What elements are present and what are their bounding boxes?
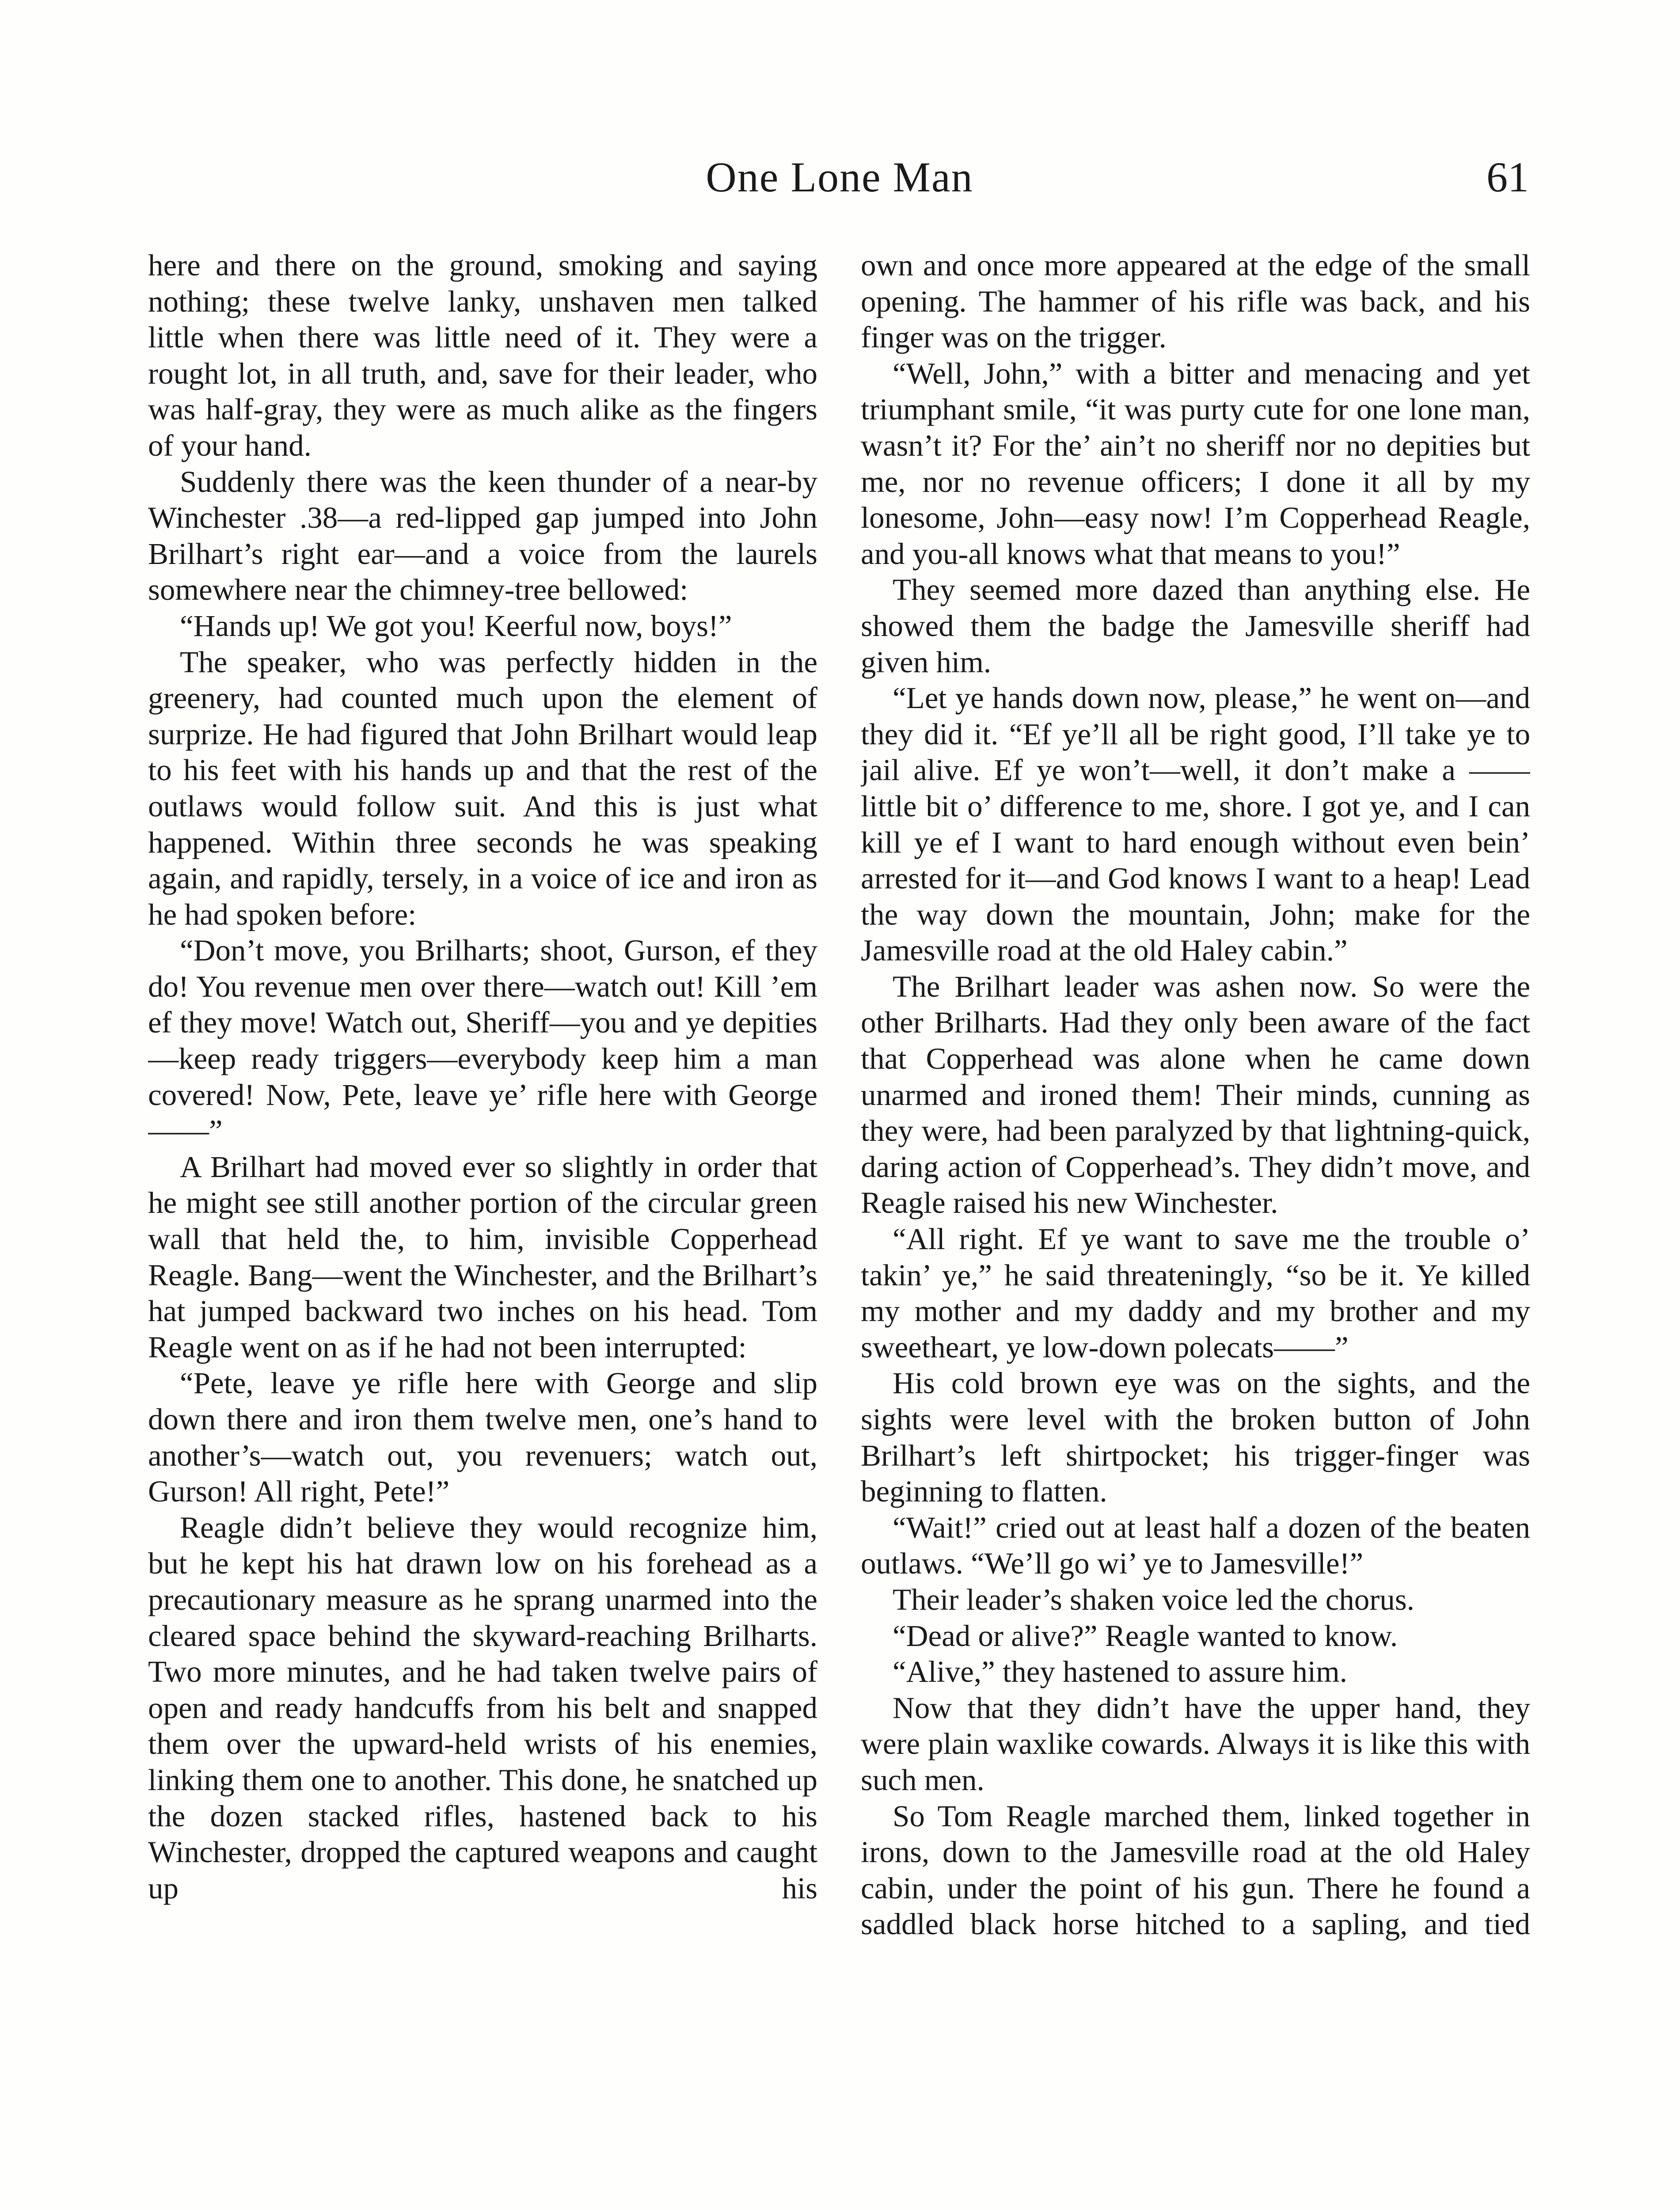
paragraph: Reagle didn’t believe they would recognize him, but he kept his hat drawn low on his forehead as a precautionary measure as he sprang unarmed into the cleared space behind the skyward-reaching Brilharts. Two more minutes, and he had taken twelve pairs of open and ready handcuffs from his belt and snapped them over the upward-held wrists of his enemies, linking them one to another. This done, he snatched up the dozen stacked rifles, hastened back to his Winchester, dropped the captured weapons and caught up his [148,1510,817,1905]
paragraph: His cold brown eye was on the sights, and the sights were level with the broken button of John Brilhart’s left shirtpocket; his trigger-finger was beginning to flatten. [861,1366,1530,1509]
right-text-column [861,248,1530,2210]
running-title: One Lone Man [706,153,973,201]
paragraph: “Well, John,” with a bitter and menacing and yet triumphant smile, “it was purty cute for one lone man, wasn’t it? For the’ ain’t no sheriff nor no depities but me, nor no revenue officers; I done it all by my lonesome, John—easy now! I’m Copperhead Reagle, and you-all knows what that means to you!” [861,356,1530,571]
page-number: 61 [1486,153,1529,201]
paragraph: The speaker, who was perfectly hidden in the greenery, had counted much upon the element of surprize. He had figured that John Brilhart would leap to his feet with his hands up and that the rest of the outlaws would follow suit. And this is just what happened. Within three seconds he was speaking again, and rapidly, tersely, in a voice of ice and iron as he had spoken before: [148,645,817,931]
paragraph: here and there on the ground, smoking and saying nothing; these twelve lanky, unshaven men talked little when there was little need of it. They were a rought lot, in all truth, and, save for their leader, who was half-gray, they were as much alike as the fingers of your hand. [148,248,817,462]
paragraph: Their leader’s shaken voice led the chorus. [893,1582,1414,1616]
paragraph: “Alive,” they hastened to assure him. [893,1655,1347,1689]
paragraph: “Wait!” cried out at least half a dozen of the beaten outlaws. “We’ll go wi’ ye to Jamesville!” [861,1510,1530,1581]
paragraph: own and once more appeared at the edge of the small opening. The hammer of his rifle was back, and his finger was on the trigger. [861,248,1530,354]
paragraph: They seemed more dazed than anything else. He showed them the badge the Jamesville sheriff had given him. [861,573,1530,679]
paragraph: “All right. Ef ye want to save me the trouble o’ takin’ ye,” he said threateningly, “so be it. Ye killed my mother and my daddy and my brother and my sweetheart, ye low-down polecats——” [861,1222,1530,1364]
paragraph: Suddenly there was the keen thunder of a near-by Winchester .38—a red-lipped gap jumped into John Brilhart’s right ear—and a voice from the laurels somewhere near the chimney-tree bellowed: [148,465,817,607]
left-text-column [148,248,817,2210]
paragraph: “Hands up! We got you! Keerful now, boys!” [180,609,732,643]
paragraph: “Don’t move, you Brilharts; shoot, Gurson, ef they do! You revenue men over there—watch out! Kill ’em ef they move! Watch out, Sheriff—you and ye depities—keep ready triggers—everybody keep him a man covered! Now, Pete, leave ye’ rifle here with George——” [148,934,817,1148]
paragraph: Now that they didn’t have the upper hand, they were plain waxlike cowards. Always it is like this with such men. [861,1691,1530,1797]
running-head [150,152,1529,219]
paragraph: So Tom Reagle marched them, linked together in irons, down to the Jamesville road at the old Haley cabin, under the point of his gun. There he found a saddled black horse hitched to a sapling, and tied [861,1799,1530,1941]
paragraph: “Let ye hands down now, please,” he went on—and they did it. “Ef ye’ll all be right good, I’ll take ye to jail alive. Ef ye won’t—well, it don’t make a —— little bit o’ difference to me, shore. I got ye, and I can kill ye ef I want to hard enough without even bein’ arrested for it—and God knows I want to a heap! Lead the way down the mountain, John; make for the Jamesville road at the old Haley cabin.” [861,681,1530,968]
paragraph: A Brilhart had moved ever so slightly in order that he might see still another portion of the circular green wall that held the, to him, invisible Copperhead Reagle. Bang—went the Winchester, and the Brilhart’s hat jumped backward two inches on his head. Tom Reagle went on as if he had not been interrupted: [148,1150,817,1364]
paragraph: “Pete, leave ye rifle here with George and slip down there and iron them twelve men, one’s hand to another’s—watch out, you revenuers; watch out, Gurson! All right, Pete!” [148,1366,817,1509]
paragraph: The Brilhart leader was ashen now. So were the other Brilharts. Had they only been aware of the fact that Copperhead was alone when he came down unarmed and ironed them! Their minds, cunning as they were, had been paralyzed by that lightning-quick, daring action of Copperhead’s. They didn’t move, and Reagle raised his new Winchester. [861,969,1530,1220]
paragraph: “Dead or alive?” Reagle wanted to know. [893,1619,1398,1653]
